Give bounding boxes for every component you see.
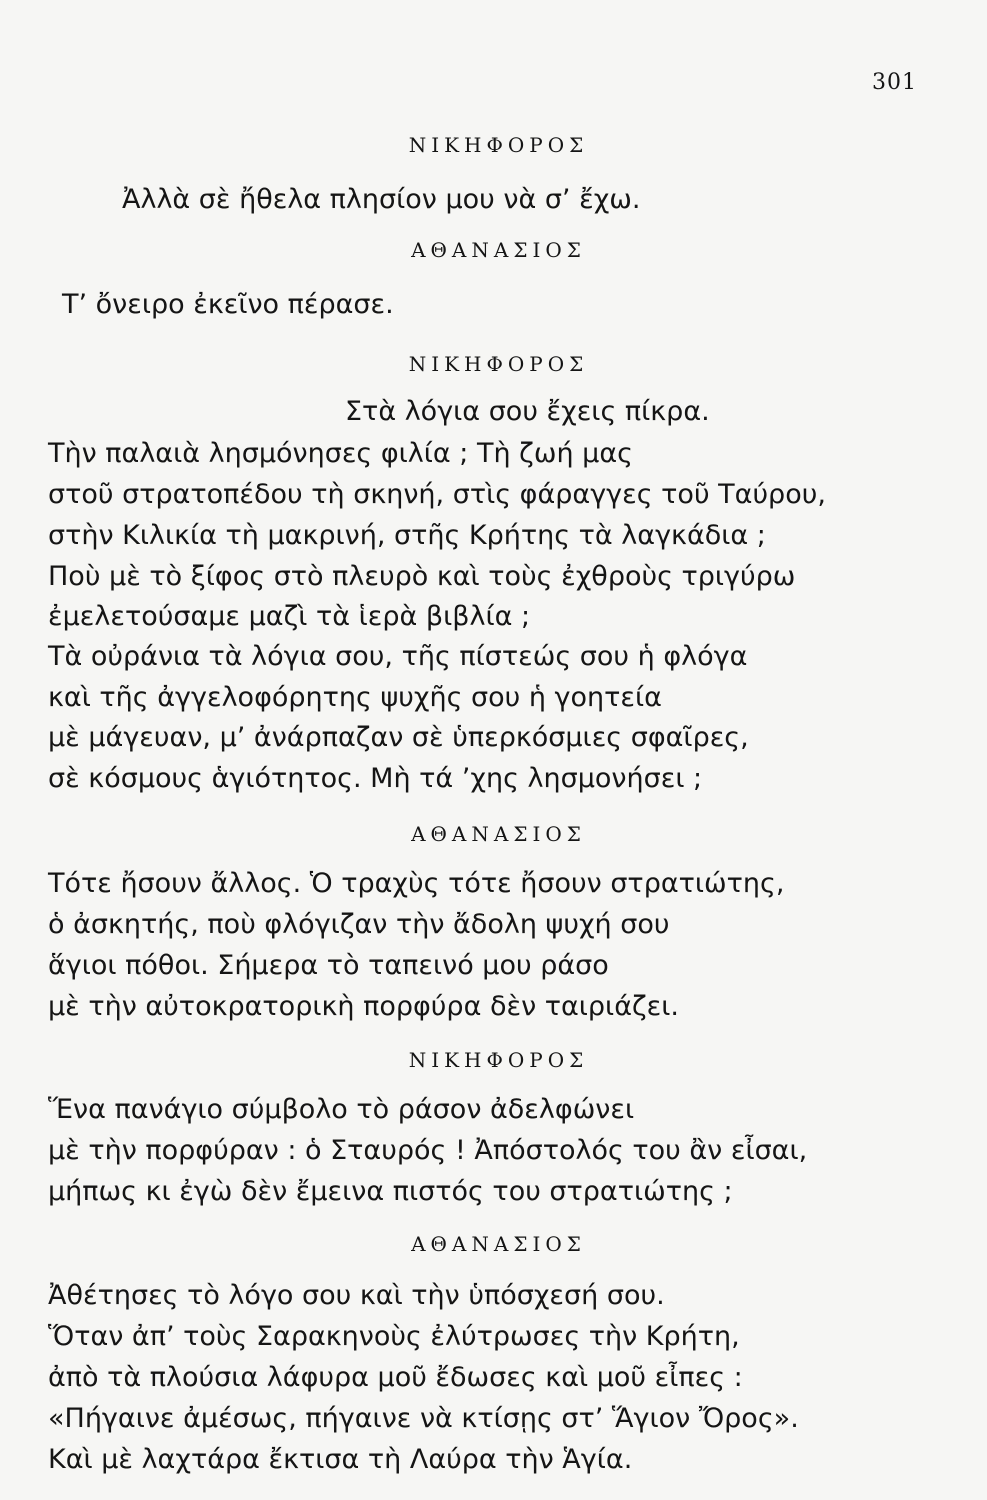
verse-line: στὴν Κιλικία τὴ μακρινή, στῆς Κρήτης τὰ λαγκάδια ; [48,520,766,551]
page-number: 301 [872,70,917,95]
verse-line: Ἕνα πανάγιο σύμβολο τὸ ράσον ἀδελφώνει [48,1094,635,1125]
verse-line: ὁ ἀσκητής, ποὺ φλόγιζαν τὴν ἄδολη ψυχή σου [48,909,670,940]
verse-line: Τ’ ὄνειρο ἐκεῖνο πέρασε. [62,289,394,320]
verse-line: μὲ μάγευαν, μ’ ἀνάρπαζαν σὲ ὑπερκόσμιες σφαῖρες, [48,722,749,753]
speaker-name: ΑΘΑΝΑΣΙΟΣ [411,822,586,846]
verse-line: καὶ τῆς ἀγγελοφόρητης ψυχῆς σου ἡ γοητεία [48,682,662,713]
verse-line: «Πήγαινε ἀμέσως, πήγαινε νὰ κτίσῃς στ’ Ἅγιον Ὄρος». [48,1403,799,1434]
verse-line: Στὰ λόγια σου ἔχεις πίκρα. [345,396,710,427]
verse-line: Ποὺ μὲ τὸ ξίφος στὸ πλευρὸ καὶ τοὺς ἐχθροὺς τριγύρω [48,561,796,592]
speaker-name: ΝΙΚΗΦΟΡΟΣ [408,133,589,157]
verse-line: Ἀλλὰ σὲ ἤθελα πλησίον μου νὰ σ’ ἔχω. [122,184,641,215]
speaker-name: ΝΙΚΗΦΟΡΟΣ [408,352,589,376]
verse-line: Τὰ οὐράνια τὰ λόγια σου, τῆς πίστεώς σου ἡ φλόγα [48,641,748,672]
verse-line: Τότε ἤσουν ἄλλος. Ὁ τραχὺς τότε ἤσουν στρατιώτης, [48,868,785,899]
verse-line: ἐμελετούσαμε μαζὶ τὰ ἱερὰ βιβλία ; [48,601,531,632]
verse-line: σὲ κόσμους ἁγιότητος. Μὴ τά ’χης λησμονήσει ; [48,763,703,794]
verse-line: μήπως κι ἐγὼ δὲν ἔμεινα πιστός του στρατιώτης ; [48,1176,733,1207]
verse-line: ἅγιοι πόθοι. Σήμερα τὸ ταπεινό μου ράσο [48,950,609,981]
verse-line: μὲ τὴν πορφύραν : ὁ Σταυρός ! Ἀπόστολός του ἂν εἶσαι, [48,1135,808,1166]
verse-line: ἀπὸ τὰ πλούσια λάφυρα μοῦ ἔδωσες καὶ μοῦ εἶπες : [48,1362,743,1393]
verse-line: Καὶ μὲ λαχτάρα ἔκτισα τὴ Λαύρα τὴν Ἁγία. [48,1444,633,1475]
speaker-name: ΑΘΑΝΑΣΙΟΣ [411,238,586,262]
verse-line: μὲ τὴν αὐτοκρατορικὴ πορφύρα δὲν ταιριάζει. [48,991,679,1022]
verse-line: στοῦ στρατοπέδου τὴ σκηνή, στὶς φάραγγες τοῦ Ταύρου, [48,479,826,510]
speaker-name: ΝΙΚΗΦΟΡΟΣ [408,1048,589,1072]
speaker-name: ΑΘΑΝΑΣΙΟΣ [411,1232,586,1256]
verse-line: Ἀθέτησες τὸ λόγο σου καὶ τὴν ὑπόσχεσή σου. [48,1280,665,1311]
verse-line: Ὅταν ἀπ’ τοὺς Σαρακηνοὺς ἐλύτρωσες τὴν Κρήτη, [48,1321,740,1352]
verse-line: Τὴν παλαιὰ λησμόνησες φιλία ; Τὴ ζωή μας [48,438,633,469]
